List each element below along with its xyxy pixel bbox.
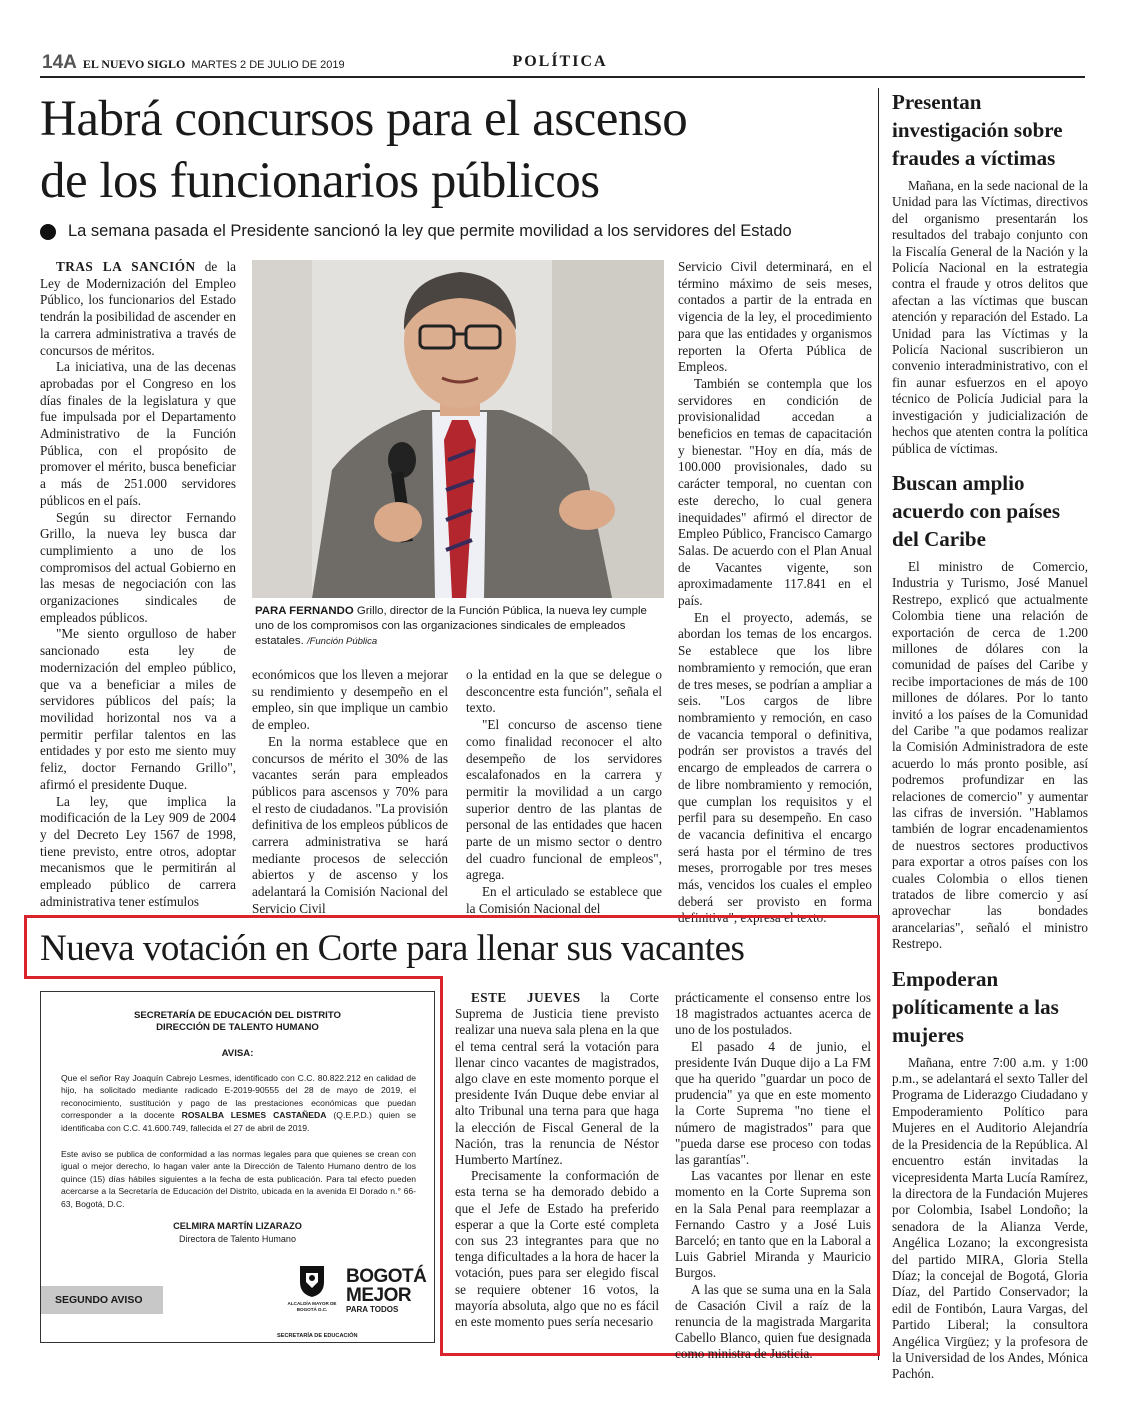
notice-signer: CELMIRA MARTÍN LIZARAZO [173, 1221, 302, 1231]
sidebar-item-3 [892, 965, 1088, 1383]
sidebar-body-1: Mañana, en la sede nacional de la Unidad para las Víctimas, directivos del organismo presentarán los resultados del trabajo conjunto con la Fiscalía General de la Nación y la Policía Nacional en la estrategia contra el fraude y otros delitos que afectan a las víctimas que buscan atención y reparación del Estado. La Unidad para las Víctimas y la Policía Nacional suscribieron un convenio interadministrativo, con el fin aunar esfuerzos en el apoyo técnico de Policía Judicial para la investigación y judicialización de hechos que atenten contra la política pública de víctimas. [892, 178, 1088, 456]
header-rule [40, 76, 1085, 78]
sidebar-body-2: El ministro de Comercio, Industria y Turismo, José Manuel Restrepo, explicó que actualmente Colombia tiene una relación de exportación de cerca de 1.200 millones de dólares con la comunidad de países del Caribe y recibe importaciones de más de 100 millones de dólares. Por lo tanto invitó a los países de la Comunidad del Caribe "a que podamos realizar la Comisión Administradora de este acuerdo lo más pronto posible, así podremos profundizar en las relaciones de comercio" y aumentar las cifras de inversión. "Hablamos también de lograr encadenamientos de nuestros sectores productivos para exportar a otros países con los cuales Colombia o ellos tienen tratados de libre comercio y así aprovechar las bondades arancelarias", señaló el ministro Restrepo. [892, 558, 1088, 952]
sidebar-headline-3: Empoderan políticamente a las mujeres [892, 966, 1059, 1047]
photo [252, 260, 664, 598]
notice-signer-title: Directora de Talento Humano [179, 1234, 296, 1244]
subhead [40, 222, 880, 241]
notice-title: AVISA: [221, 1048, 254, 1059]
issue-date: MARTES 2 DE JULIO DE 2019 [191, 59, 345, 71]
paper-name: EL NUEVO SIGLO [82, 57, 186, 71]
corte-col-1: ESTE JUEVES la Corte Suprema de Justicia tiene previsto realizar una nueva sala plena en la que el tema central será la votación para llenar cinco vacantes de magistrados, algo clave en este momento porque el presidente Iván Duque debe enviar al alto Tribunal una terna para que haga la elección de Fiscal General de la Nación, tras la renuncia de Néstor Humberto Martínez. Precisamente la conformación de esta terna se ha demorado debido a que el Jefe de Estado ha preferido esperar a que la Corte esté completa con sus 23 integrantes para que no tenga dificultades a la hora de hacer la votación, pues para ser elegido fiscal se requiere obtener 16 votos, la mayoría absoluta, algo que no es fácil en este momento pues sería necesario [455, 990, 659, 1330]
sidebar-item-1 [892, 88, 1088, 457]
sidebar-item-2 [892, 469, 1088, 953]
segundo-aviso-badge: SEGUNDO AVISO [41, 1286, 163, 1314]
lead-in: TRAS LA SANCIÓN [56, 259, 196, 274]
subhead-text: La semana pasada el Presidente sancionó la ley que permite movilidad a los servidores del Estado [68, 222, 792, 240]
sidebar-body-3: Mañana, entre 7:00 a.m. y 1:00 p.m., se adelantará el sexto Taller del Programa de Liderazgo Ciudadano y Empoderamiento Político para Mujeres en el Auditorio Alejandría de la Presidencia de la República. Al encuentro están invitadas la vicepresidenta Marta Lucía Ramírez, la directora de la Fundación Mujeres por Colombia, Isabel Londoño; la senadora de la Alianza Verde, Angélica Lozano; la excongresista del partido MIRA, Gloria Stella Díaz; la concejal de Bogotá, Gloria Díaz, del Partido Conservador; la edil de Fontibón, Laura Vargas, del Partido Liberal; la consultora Angélica Virgüez; y la profesora de la Universidad de los Andes, Mónica Pachón. [892, 1054, 1088, 1382]
notice-org-line1: SECRETARÍA DE EDUCACIÓN DEL DISTRITO [134, 1010, 341, 1021]
corte-headline: Nueva votación en Corte para llenar sus vacantes [40, 928, 745, 969]
corte-col-2: prácticamente el consenso entre los 18 magistrados actuantes acerca de uno de los postulados. El pasado 4 de junio, el presidente Iván Duque dijo a La FM que ha querido "guardar un poco de prudencia" ya que en este momento la Corte Suprema "no tiene el número de magistrados" para que "pueda darse ese proceso con todas las garantías". Las vacantes por llenar en este momento en la Corte Suprema son en la Sala Penal para reemplazar a Fernando Castro y a José Luis Barceló; en tanto que en la Laboral a Luis Gabriel Miranda y Mauricio Burgos. A las que se suma una en la Sala de Casación Civil a raíz de la renuncia de la magistrada Margarita Cabello Blanco, quien fue designada como ministra de Justicia. [675, 990, 871, 1362]
main-col-2: económicos que los lleven a mejorar su rendimiento y desempeño en el empleo, sin que implique un cambio de empleo. En la norma establece que en concursos de mérito el 30% de las vacantes serán para empleados públicos para ascensos y 70% para el resto de ciudadanos. "La provisión definitiva de los empleos públicos de carrera administrativa se hará mediante procesos de selección abiertos y de ascenso y los adelantará la Comisión Nacional del Servicio Civil [252, 667, 448, 916]
photo-credit: /Función Pública [306, 636, 378, 647]
photo-caption: PARA FERNANDO Grillo, director de la Función Pública, la nueva ley cumple uno de los compromisos con las organizaciones sindicales de empleados estatales. /Función Pública [255, 605, 647, 647]
legal-notice [40, 991, 435, 1343]
main-headline [40, 88, 870, 212]
corte-lead-in: ESTE JUEVES [471, 990, 581, 1005]
main-col-1: TRAS LA SANCIÓN de la Ley de Modernización del Empleo Público, los funcionarios del Estado tendrán la posibilidad de ascender en la carrera administrativa a través de concursos de méritos. La iniciativa, una de las decenas aprobadas por el Congreso en los días finales de la legislatura y que fue impulsada por el Departamento Administrativo de la Función Pública, con el propósito de promover el mérito, busca beneficiar a más de 251.000 servidores públicos en el país. Según su director Fernando Grillo, la nueva ley busca dar cumplimiento a uno de los compromisos del actual Gobierno en las mesas de negociación con las organizaciones sindicales de empleados públicos. "Me siento orgulloso de haber sancionado esta ley de modernización del empleo público, que va a beneficiar a miles de servidores públicos del país; la movilidad horizontal nos va a permitir perfilar talentos en las entidades y por esto me siento muy feliz, doctor Fernando Grillo", afirmó el presidente Duque. La ley, que implica la modificación de la Ley 909 de 2004 y del Decreto Ley 1567 de 1998, tiene previsto, entre otros, adoptar mecanismos que le permitirán al empleado público de carrera administrativa tener estímulos [40, 259, 236, 909]
page-number: 14A [42, 52, 77, 73]
secretaria-logo-text: SECRETARÍA DE EDUCACIÓN [277, 1333, 358, 1339]
main-col-4: Servicio Civil determinará, en el término máximo de seis meses, contados a partir de la entrada en vigencia de la ley, el procedimiento para que las entidades y organismos reporten la Oferta Pública de Empleos. También se contempla que los servidores en condición de provisionalidad accedan a beneficios en temas de capacitación y bienestar. "Hoy en día, más de 100.000 provisionales, dado su carácter temporal, no cuentan con este derecho, lo cual genera inequidades" afirmó el director de Empleo Público, Francisco Camargo Salas. De acuerdo con el Plan Anual de Vacantes vigente, son aproximadamente 117.841 en el país. En el proyecto, además, se abordan los temas de los encargos. Se establece que los libre nombramiento y remoción, que eran de tres meses, se podrían a ampliar a seis. "Los cargos de libre nombramiento y remoción, en caso de vacancia temporal o definitiva, podrán ser provistos a través del encargo de empleados de carrera o de libre nombramiento y remoción, que cumplan los requisitos y el perfil para su desempeño. En caso de vacancia definitiva el encargo será hasta por el término de tres meses, prorrogable por tres meses más, vencidos los cuales el empleo deberá ser provisto en forma definitiva", expresa el texto. [678, 259, 872, 926]
sidebar-headline-2: Buscan amplio acuerdo con países del Caribe [892, 470, 1060, 551]
folio [42, 52, 345, 74]
main-col-3: o la entidad en la que se delegue o desconcentre esta función", señala el texto. "El concurso de ascenso tiene como finalidad reconocer el alto desempeño de los servidores escalafonados en la carrera y permitir la movilidad a un cargo superior dentro de las plantas de personal de las entidades que hacen parte de un mismo sector o dentro del cuadro funcional de empleos", agrega. En el articulado se establece que la Comisión Nacional del [466, 667, 662, 916]
notice-body-2: Este aviso se publica de conformidad a las normas legales para que quienes se crean con igual o mejor derecho, lo hagan valer ante la Dirección de Talento Humano dentro de los quince (15) días hábiles siguientes a la fecha de esta publicación. Para tal efecto pueden acercarse a la Secretaría de Educación del Distrito, ubicada en la avenida El Dorado n.° 66-63, Bogotá, D.C. [61, 1149, 416, 1209]
main-headline-line2: de los funcionarios públicos [40, 153, 600, 209]
main-headline-line1: Habrá concursos para el ascenso [40, 91, 688, 147]
section-label: POLÍTICA [512, 53, 608, 70]
bogota-logo: BOGOTÁ MEJOR PARA TODOS [346, 1266, 427, 1314]
highlight-frame-bottom-left [24, 976, 443, 979]
notice-org-line2: DIRECCIÓN DE TALENTO HUMANO [156, 1022, 319, 1033]
alcaldia-logo: ALCALDÍA MAYOR DE BOGOTÁ D.C. [281, 1264, 343, 1332]
notice-body-1: Que el señor Ray Joaquín Cabrejo Lesmes, identificado con C.C. 80.822.212 en calidad de hijo, ha solicitado mediante radicado E-2019-90555 del 28 de mayo de 2019, el reconocimiento, sustitución y pago de las prestaciones económicas que puedan corresponder a la docente ROSALBA LESMES CASTAÑEDA (Q.E.P.D.) quien se identificaba con C.C. 41.600.749, fallecida el 27 de abril de 2019. [61, 1073, 416, 1133]
sidebar-headline-1: Presentan investigación sobre fraudes a víctimas [892, 90, 1063, 170]
sidebar [892, 88, 1088, 1383]
coat-of-arms-icon [297, 1264, 327, 1298]
speaker-illustration [252, 260, 664, 598]
bullet-icon [40, 224, 56, 240]
